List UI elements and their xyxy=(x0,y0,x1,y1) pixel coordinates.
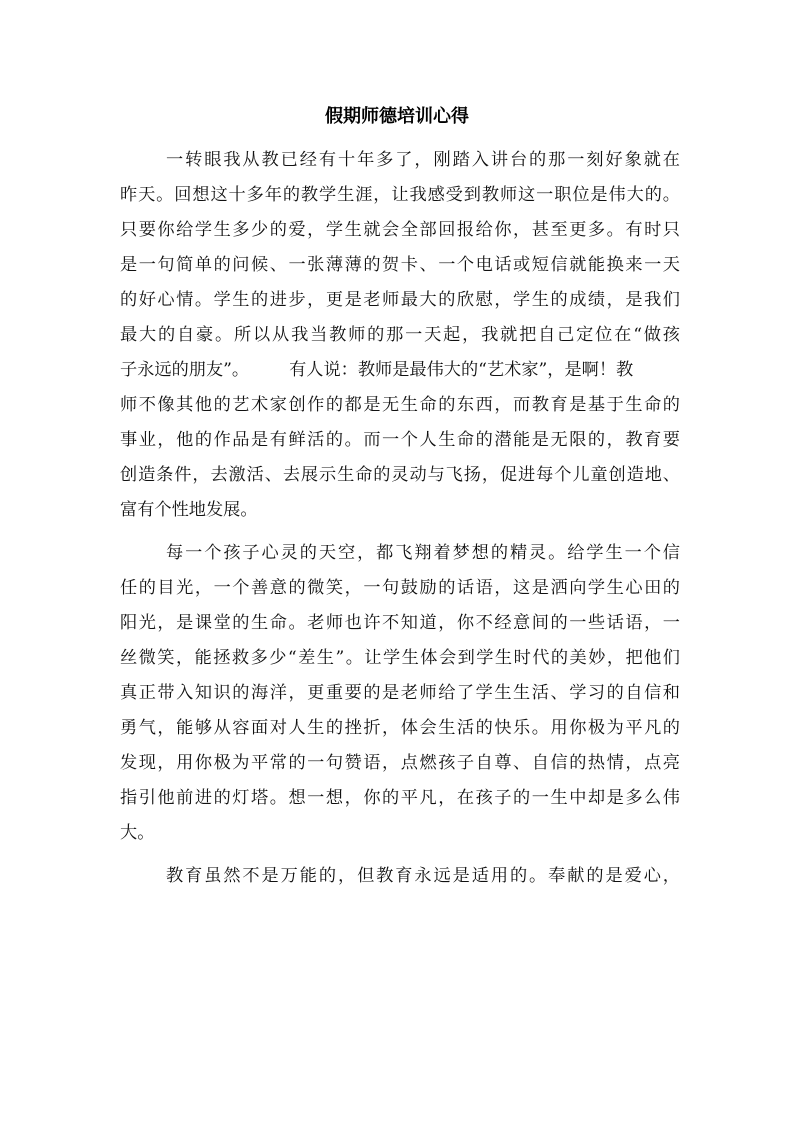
paragraph-line-part: 子永远的朋友”。 xyxy=(120,360,250,380)
document-body xyxy=(120,143,680,894)
paragraph-line: 任的目光，一个善意的微笑，一句鼓励的话语，这是洒向学生心田的 xyxy=(120,578,680,598)
paragraph-line: 昨天。回想这十多年的教学生涯，让我感受到教师这一职位是伟大的。 xyxy=(120,185,680,205)
paragraph-line: 一转眼我从教已经有十年多了，刚踏入讲台的那一刻好象就在 xyxy=(166,150,680,170)
document-title: 假期师德培训心得 xyxy=(325,106,469,127)
paragraph-3 xyxy=(120,859,680,894)
paragraph-line-mixed xyxy=(120,353,680,388)
paragraph-line: 丝微笑，能拯救多少“差生”。让学生体会到学生时代的美妙，把他们 xyxy=(120,648,680,668)
paragraph-line: 创造条件，去激活、去展示生命的灵动与飞扬，促进每个儿童创造地、 xyxy=(120,465,680,485)
paragraph-line: 师不像其他的艺术家创作的都是无生命的东西，而教育是基于生命的 xyxy=(120,395,680,415)
paragraph-line: 的好心情。学生的进步，更是老师最大的欣慰，学生的成绩，是我们 xyxy=(120,290,680,310)
paragraph-line: 大。 xyxy=(120,823,155,843)
paragraph-line: 事业，他的作品是有鲜活的。而一个人生命的潜能是无限的，教育要 xyxy=(120,430,680,450)
paragraph-line-part: 有人说：教师是最伟大的“艺术家”，是啊！教 xyxy=(289,360,634,380)
paragraph-line: 富有个性地发展。 xyxy=(120,500,258,520)
paragraph-line: 是一句简单的问候、一张薄薄的贺卡、一个电话或短信就能换来一天 xyxy=(120,255,680,275)
paragraph-line: 勇气，能够从容面对人生的挫折，体会生活的快乐。用你极为平凡的 xyxy=(120,718,680,738)
paragraph-1 xyxy=(120,143,680,528)
paragraph-line: 每一个孩子心灵的天空，都飞翔着梦想的精灵。给学生一个信 xyxy=(166,543,680,563)
paragraph-line: 只要你给学生多少的爱，学生就会全部回报给你，甚至更多。有时只 xyxy=(120,220,680,240)
paragraph-2 xyxy=(120,536,680,851)
paragraph-line: 最大的自豪。所以从我当教师的那一天起，我就把自己定位在“做孩 xyxy=(120,325,680,345)
paragraph-line: 真正带入知识的海洋，更重要的是老师给了学生生活、学习的自信和 xyxy=(120,683,680,703)
paragraph-line: 教育虽然不是万能的，但教育永远是适用的。奉献的是爱心， xyxy=(166,866,680,886)
paragraph-line: 阳光，是课堂的生命。老师也许不知道，你不经意间的一些话语，一 xyxy=(120,613,680,633)
paragraph-line: 指引他前进的灯塔。想一想，你的平凡，在孩子的一生中却是多么伟 xyxy=(120,788,680,808)
paragraph-line: 发现，用你极为平常的一句赞语，点燃孩子自尊、自信的热情，点亮 xyxy=(120,753,680,773)
